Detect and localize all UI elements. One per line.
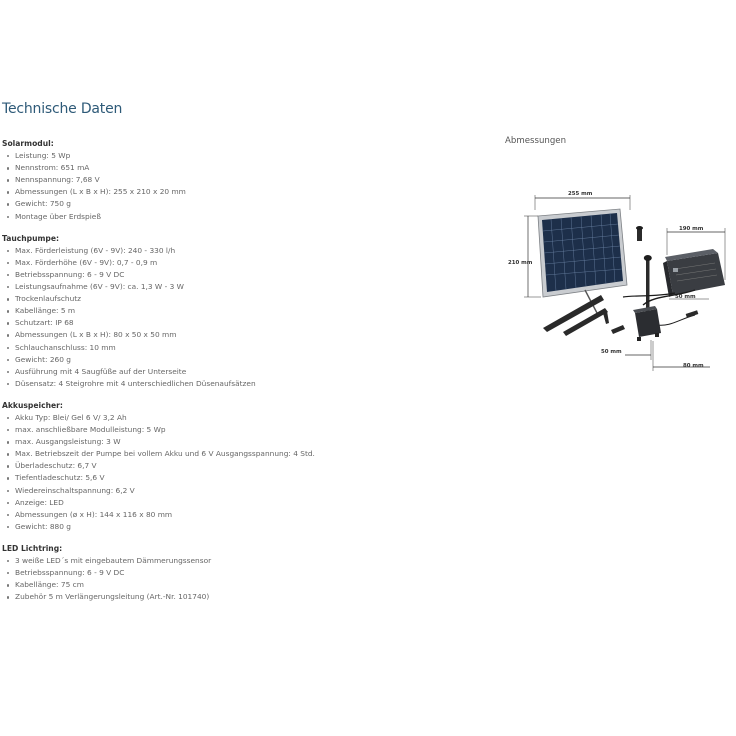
product-dimension-figure <box>505 185 735 375</box>
spec-list <box>2 555 472 603</box>
spec-item: Gewicht: 880 g <box>2 521 472 533</box>
spec-item: Abmessungen (ø x H): 144 x 116 x 80 mm <box>2 509 472 521</box>
spec-item: Max. Förderhöhe (6V - 9V): 0,7 - 0,9 m <box>2 257 472 269</box>
spec-sections <box>2 138 472 603</box>
spec-item: Nennspannung: 7,68 V <box>2 174 472 186</box>
spec-item: max. Ausgangsleistung: 3 W <box>2 436 472 448</box>
dim-label: 50 mm <box>675 294 696 300</box>
spec-item: Nennstrom: 651 mA <box>2 162 472 174</box>
section-title: LED Lichtring: <box>2 543 63 553</box>
dim-label: 190 mm <box>679 226 704 232</box>
dim-pump-width <box>601 340 651 360</box>
spec-item: Ausführung mit 4 Saugfüße auf der Unterseite <box>2 366 472 378</box>
dim-panel-width <box>535 191 630 210</box>
spec-item: max. anschließbare Modulleistung: 5 Wp <box>2 424 472 436</box>
section-tauchpumpe <box>2 233 472 390</box>
spec-list <box>2 412 472 533</box>
solar-panel <box>538 209 627 313</box>
section-title: Tauchpumpe: <box>2 233 60 243</box>
spec-item: Schlauchanschluss: 10 mm <box>2 342 472 354</box>
section-led-lichtring <box>2 543 472 603</box>
ground-stakes <box>543 295 625 336</box>
spec-item: Max. Betriebszeit der Pumpe bei vollem Akku und 6 V Ausgangsspannung: 4 Std. <box>2 448 472 460</box>
spec-item: Düsensatz: 4 Steigrohre mit 4 unterschiedlichen Düsenaufsätzen <box>2 378 472 390</box>
spec-item: Max. Förderleistung (6V - 9V): 240 - 330 l/h <box>2 245 472 257</box>
dim-panel-height <box>508 216 541 297</box>
spec-item: Abmessungen (L x B x H): 80 x 50 x 50 mm <box>2 329 472 341</box>
dim-pump-length <box>653 341 710 371</box>
dim-label: 210 mm <box>508 260 533 266</box>
spec-item: Tiefentladeschutz: 5,6 V <box>2 472 472 484</box>
spec-item: Schutzart: IP 68 <box>2 317 472 329</box>
spec-item: Betriebsspannung: 6 - 9 V DC <box>2 269 472 281</box>
spec-item: Wiedereinschaltspannung: 6,2 V <box>2 485 472 497</box>
spec-item: Anzeige: LED <box>2 497 472 509</box>
dim-label: 80 mm <box>683 363 704 369</box>
section-title: Solarmodul: <box>2 139 54 148</box>
spec-item: Abmessungen (L x B x H): 255 x 210 x 20 mm <box>2 186 472 198</box>
page-title: Technische Daten <box>2 101 123 117</box>
spec-item: Montage über Erdspieß <box>2 211 472 223</box>
dim-label: 50 mm <box>601 349 622 355</box>
spec-item: Leistung: 5 Wp <box>2 150 472 162</box>
section-solarmodul <box>2 138 472 223</box>
spec-item: Leistungsaufnahme (6V - 9V): ca. 1,3 W - 3 W <box>2 281 472 293</box>
spec-list <box>2 150 472 223</box>
section-title: Akkuspeicher: <box>2 400 63 410</box>
spec-item: Gewicht: 750 g <box>2 198 472 210</box>
spec-item: Betriebsspannung: 6 - 9 V DC <box>2 567 472 579</box>
spec-item: Kabellänge: 75 cm <box>2 579 472 591</box>
spec-item: Trockenlaufschutz <box>2 293 472 305</box>
spec-item: 3 weiße LED´s mit eingebautem Dämmerungssensor <box>2 555 472 567</box>
spec-item: Gewicht: 260 g <box>2 354 472 366</box>
spec-item: Kabellänge: 5 m <box>2 305 472 317</box>
spec-list <box>2 245 472 390</box>
dim-label: 255 mm <box>568 191 593 197</box>
figure-caption: Abmessungen <box>505 136 567 146</box>
section-akkuspeicher <box>2 400 472 533</box>
submersible-pump <box>633 306 661 341</box>
spec-item: Akku Typ: Blei/ Gel 6 V/ 3,2 Ah <box>2 412 472 424</box>
spec-item: Überladeschutz: 6,7 V <box>2 460 472 472</box>
spec-item: Zubehör 5 m Verlängerungsleitung (Art.-Nr. 101740) <box>2 591 472 603</box>
